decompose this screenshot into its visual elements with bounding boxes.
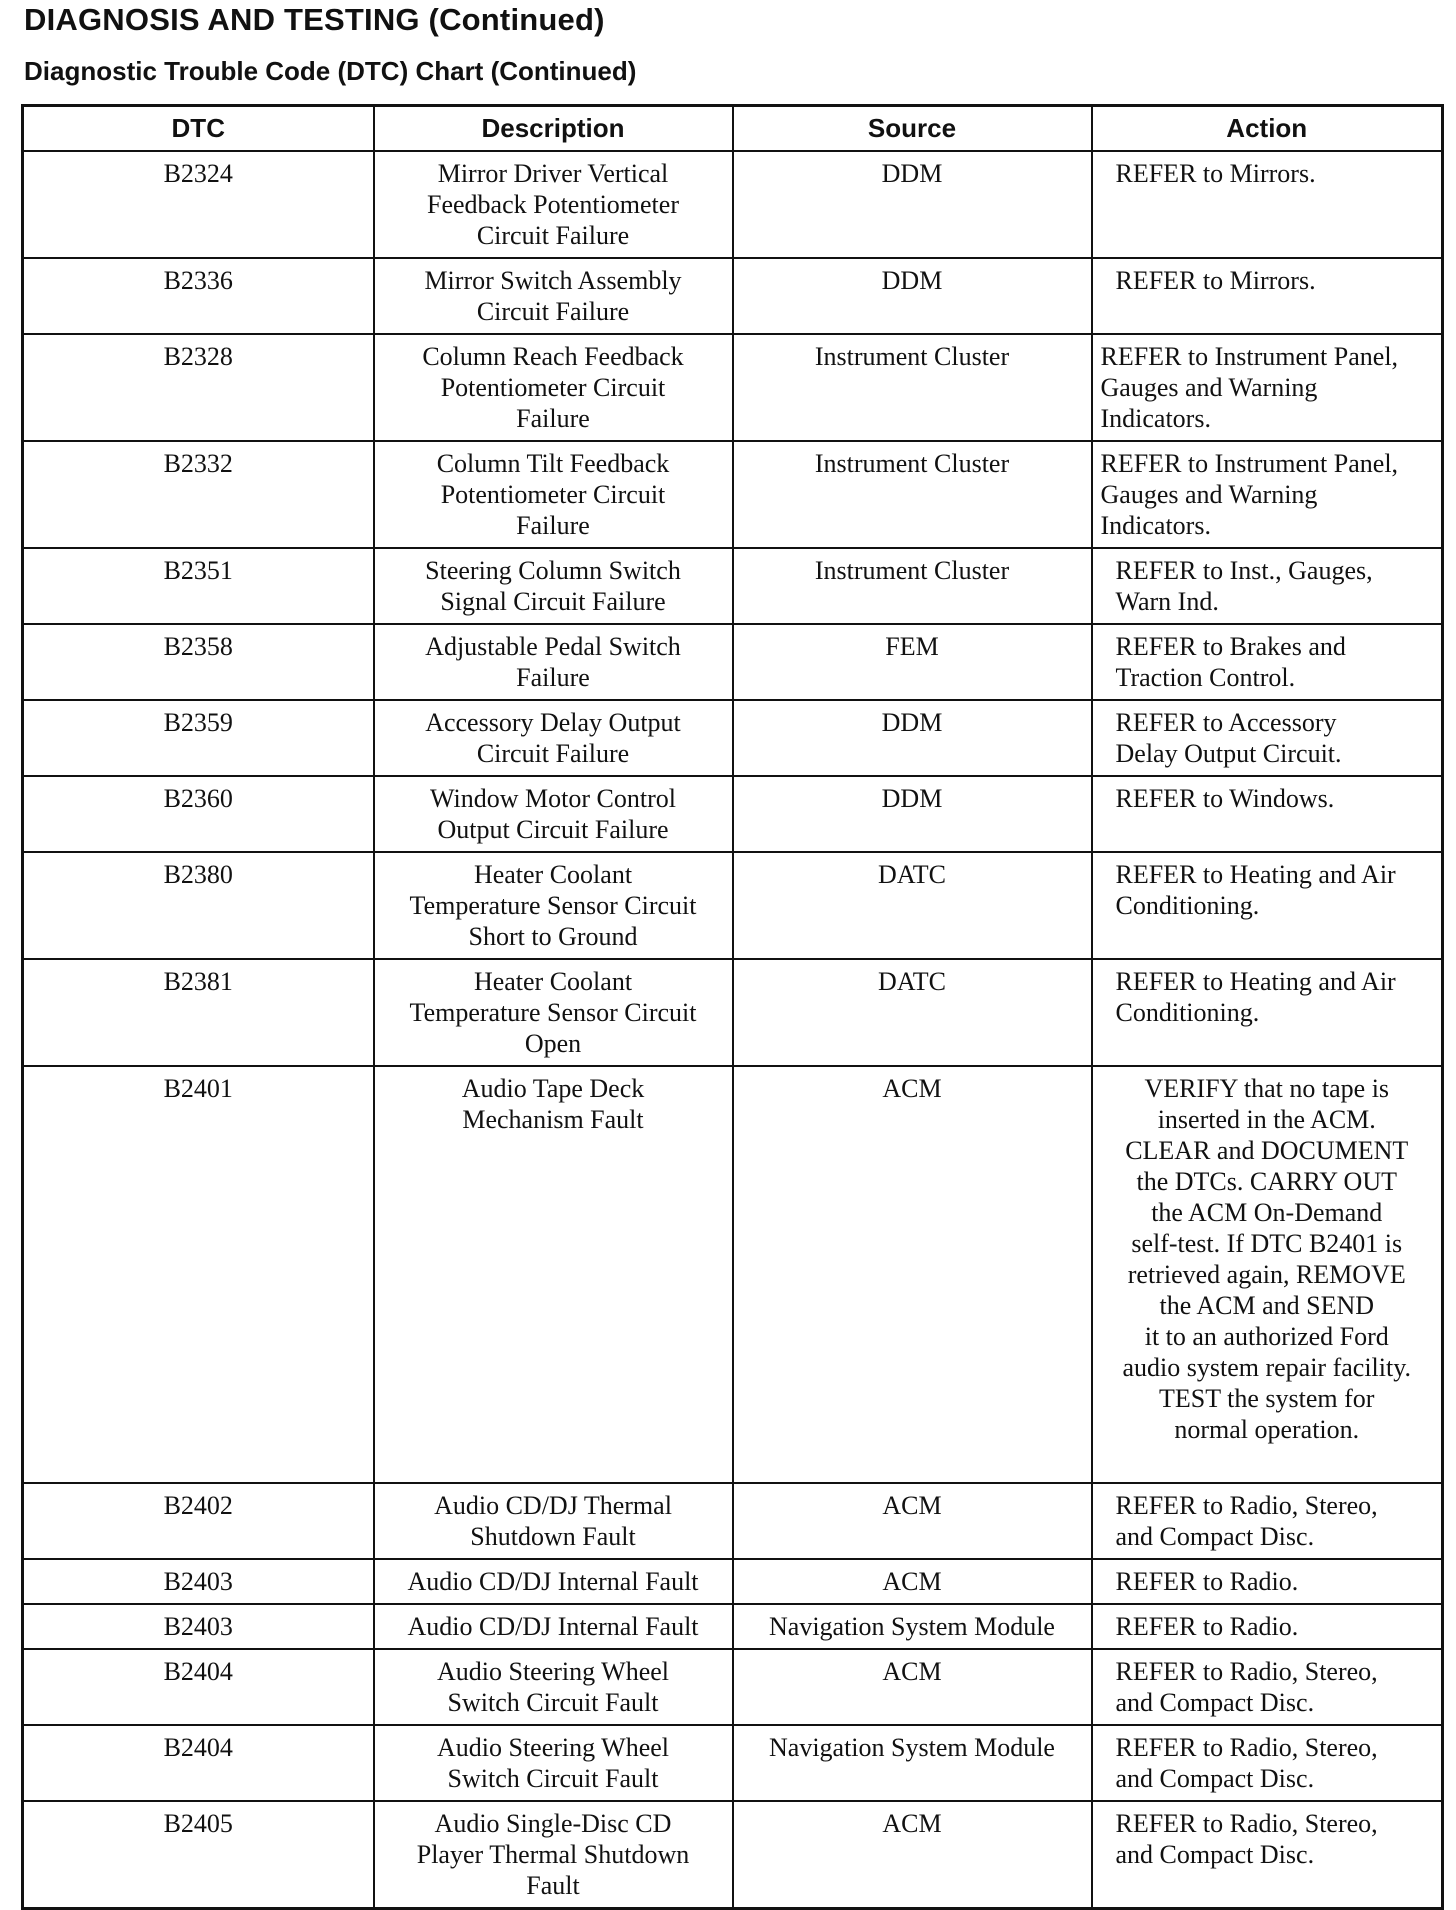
cell-source: [733, 151, 1092, 258]
cell-source-text: Instrument Cluster: [814, 449, 1010, 478]
cell-dtc-text: B2402: [163, 1491, 233, 1520]
cell-description-text: Heater Coolant Temperature Sensor Circuit Open: [409, 967, 697, 1058]
cell-source-text: DATC: [878, 967, 946, 996]
cell-action-text: REFER to Radio.: [1115, 1612, 1299, 1641]
cell-source: [733, 548, 1092, 624]
cell-source: [733, 258, 1092, 334]
cell-description: [374, 776, 733, 852]
table-row: [23, 334, 1443, 441]
cell-dtc: [23, 151, 374, 258]
table-header-row: [23, 106, 1443, 152]
cell-description: [374, 700, 733, 776]
cell-dtc-text: B2404: [163, 1657, 233, 1686]
header-action: Action: [1092, 106, 1443, 152]
cell-dtc-text: B2324: [163, 159, 233, 188]
cell-description-text: Adjustable Pedal Switch Failure: [425, 632, 681, 692]
cell-action: [1092, 334, 1443, 441]
cell-dtc-text: B2381: [163, 967, 233, 996]
cell-action-text: REFER to Instrument Panel, Gauges and Warning Indicators.: [1100, 342, 1399, 433]
cell-dtc: [23, 1066, 374, 1483]
cell-source: [733, 1483, 1092, 1559]
cell-description: [374, 441, 733, 548]
table-row: [23, 776, 1443, 852]
header-dtc: DTC: [23, 106, 374, 152]
cell-action-text: REFER to Instrument Panel, Gauges and Warning Indicators.: [1100, 449, 1399, 540]
cell-action: [1092, 1604, 1443, 1649]
cell-action: [1092, 700, 1443, 776]
cell-source-text: ACM: [882, 1657, 942, 1686]
cell-action-text: VERIFY that no tape is inserted in the ACM. CLEAR and DOCUMENT the DTCs. CARRY OUT the ACM On-Demand self-test. If DTC B2401 is retrieved again, REMOVE the ACM and SEND it to an authorized Ford audio system repair facility. TEST the system for normal operation.: [1122, 1074, 1412, 1444]
cell-action: [1092, 1801, 1443, 1909]
cell-description-text: Mirror Driver Vertical Feedback Potentiometer Circuit Failure: [427, 159, 679, 250]
cell-description-text: Steering Column Switch Signal Circuit Failure: [425, 556, 681, 616]
cell-dtc-text: B2401: [163, 1074, 233, 1103]
header-source: Source: [733, 106, 1092, 152]
cell-source-text: ACM: [882, 1074, 942, 1103]
cell-source-text: ACM: [882, 1491, 942, 1520]
cell-action-text: REFER to Radio, Stereo, and Compact Disc.: [1115, 1657, 1378, 1717]
table-row: [23, 624, 1443, 700]
cell-dtc: [23, 548, 374, 624]
cell-description-text: Heater Coolant Temperature Sensor Circuit Short to Ground: [409, 860, 697, 951]
cell-source-text: DDM: [881, 708, 943, 737]
cell-source: [733, 334, 1092, 441]
cell-dtc: [23, 258, 374, 334]
table-row: [23, 700, 1443, 776]
cell-source-text: Navigation System Module: [769, 1733, 1055, 1762]
cell-dtc: [23, 624, 374, 700]
cell-description-text: Audio Steering Wheel Switch Circuit Fault: [436, 1733, 670, 1793]
cell-dtc-text: B2332: [163, 449, 233, 478]
table-row: [23, 441, 1443, 548]
cell-description: [374, 1483, 733, 1559]
cell-dtc: [23, 852, 374, 959]
table-row: [23, 1801, 1443, 1909]
table-row: [23, 258, 1443, 334]
table-row: [23, 852, 1443, 959]
cell-description: [374, 1066, 733, 1483]
cell-action-text: REFER to Heating and Air Conditioning.: [1115, 860, 1396, 920]
cell-dtc-text: B2358: [163, 632, 233, 661]
cell-source-text: Instrument Cluster: [814, 342, 1010, 371]
table-row: [23, 548, 1443, 624]
table-row: [23, 1483, 1443, 1559]
table-row: [23, 151, 1443, 258]
chart-subheading: Diagnostic Trouble Code (DTC) Chart (Continued): [24, 56, 637, 86]
cell-source-text: DATC: [878, 860, 946, 889]
cell-source-text: ACM: [882, 1567, 942, 1596]
cell-source-text: FEM: [885, 632, 939, 661]
cell-action-text: REFER to Radio, Stereo, and Compact Disc.: [1115, 1491, 1378, 1551]
cell-dtc: [23, 1483, 374, 1559]
cell-dtc: [23, 700, 374, 776]
cell-source: [733, 1066, 1092, 1483]
cell-dtc-text: B2380: [163, 860, 233, 889]
cell-dtc: [23, 1559, 374, 1604]
cell-description: [374, 1604, 733, 1649]
cell-action: [1092, 151, 1443, 258]
cell-description: [374, 1801, 733, 1909]
cell-description: [374, 959, 733, 1066]
cell-description: [374, 1559, 733, 1604]
cell-action: [1092, 776, 1443, 852]
cell-action-text: REFER to Radio, Stereo, and Compact Disc.: [1115, 1733, 1378, 1793]
cell-description: [374, 1649, 733, 1725]
cell-dtc-text: B2404: [163, 1733, 233, 1762]
table-row: [23, 1725, 1443, 1801]
table-row: [23, 1066, 1443, 1483]
cell-dtc-text: B2405: [163, 1809, 233, 1838]
table-row: [23, 959, 1443, 1066]
table-row: [23, 1604, 1443, 1649]
cell-description-text: Audio CD/DJ Internal Fault: [407, 1612, 699, 1641]
cell-source: [733, 624, 1092, 700]
cell-action: [1092, 624, 1443, 700]
cell-dtc: [23, 1725, 374, 1801]
cell-source: [733, 441, 1092, 548]
cell-description-text: Window Motor Control Output Circuit Failure: [430, 784, 676, 844]
cell-dtc: [23, 1604, 374, 1649]
cell-dtc-text: B2360: [163, 784, 233, 813]
cell-source: [733, 1725, 1092, 1801]
cell-action-text: REFER to Windows.: [1115, 784, 1335, 813]
cell-action: [1092, 441, 1443, 548]
page-heading: DIAGNOSIS AND TESTING (Continued): [24, 2, 605, 37]
cell-description-text: Audio Single-Disc CD Player Thermal Shutdown Fault: [416, 1809, 690, 1900]
cell-description: [374, 852, 733, 959]
cell-description: [374, 334, 733, 441]
cell-source: [733, 700, 1092, 776]
cell-source: [733, 1649, 1092, 1725]
cell-description-text: Audio CD/DJ Thermal Shutdown Fault: [434, 1491, 672, 1551]
cell-description: [374, 258, 733, 334]
header-description: Description: [374, 106, 733, 152]
cell-action: [1092, 852, 1443, 959]
cell-dtc-text: B2336: [163, 266, 233, 295]
cell-source-text: Instrument Cluster: [814, 556, 1010, 585]
cell-action: [1092, 1483, 1443, 1559]
cell-action-text: REFER to Radio.: [1115, 1567, 1299, 1596]
cell-source: [733, 1604, 1092, 1649]
cell-dtc: [23, 776, 374, 852]
cell-action-text: REFER to Accessory Delay Output Circuit.: [1115, 708, 1342, 768]
cell-source: [733, 852, 1092, 959]
cell-description-text: Mirror Switch Assembly Circuit Failure: [424, 266, 682, 326]
cell-source-text: DDM: [881, 784, 943, 813]
cell-source: [733, 1801, 1092, 1909]
cell-action: [1092, 959, 1443, 1066]
cell-description: [374, 1725, 733, 1801]
cell-action-text: REFER to Mirrors.: [1115, 266, 1316, 295]
cell-description-text: Column Tilt Feedback Potentiometer Circuit Failure: [436, 449, 670, 540]
cell-action: [1092, 1725, 1443, 1801]
cell-dtc: [23, 441, 374, 548]
table-row: [23, 1559, 1443, 1604]
cell-description: [374, 548, 733, 624]
cell-dtc: [23, 959, 374, 1066]
cell-description: [374, 624, 733, 700]
cell-dtc-text: B2328: [163, 342, 233, 371]
cell-action-text: REFER to Mirrors.: [1115, 159, 1316, 188]
cell-dtc: [23, 334, 374, 441]
cell-description-text: Column Reach Feedback Potentiometer Circuit Failure: [422, 342, 684, 433]
cell-dtc-text: B2403: [163, 1567, 233, 1596]
cell-dtc-text: B2359: [163, 708, 233, 737]
cell-action: [1092, 1559, 1443, 1604]
cell-source: [733, 959, 1092, 1066]
cell-description-text: Audio Steering Wheel Switch Circuit Fault: [436, 1657, 670, 1717]
cell-action: [1092, 258, 1443, 334]
cell-source: [733, 776, 1092, 852]
cell-description-text: Accessory Delay Output Circuit Failure: [425, 708, 681, 768]
cell-action-text: REFER to Brakes and Traction Control.: [1115, 632, 1346, 692]
dtc-chart-table: [21, 104, 1444, 1910]
cell-source-text: DDM: [881, 266, 943, 295]
cell-source-text: ACM: [882, 1809, 942, 1838]
cell-description-text: Audio CD/DJ Internal Fault: [407, 1567, 699, 1596]
cell-dtc-text: B2403: [163, 1612, 233, 1641]
table-row: [23, 1649, 1443, 1725]
cell-dtc-text: B2351: [163, 556, 233, 585]
cell-source: [733, 1559, 1092, 1604]
cell-action: [1092, 548, 1443, 624]
cell-source-text: DDM: [881, 159, 943, 188]
cell-action: [1092, 1649, 1443, 1725]
cell-source-text: Navigation System Module: [769, 1612, 1055, 1641]
cell-action-text: REFER to Inst., Gauges, Warn Ind.: [1115, 556, 1373, 616]
cell-action-text: REFER to Heating and Air Conditioning.: [1115, 967, 1396, 1027]
cell-description-text: Audio Tape Deck Mechanism Fault: [461, 1074, 645, 1134]
cell-action-text: REFER to Radio, Stereo, and Compact Disc.: [1115, 1809, 1378, 1869]
cell-dtc: [23, 1801, 374, 1909]
cell-dtc: [23, 1649, 374, 1725]
cell-action: [1092, 1066, 1443, 1483]
cell-description: [374, 151, 733, 258]
